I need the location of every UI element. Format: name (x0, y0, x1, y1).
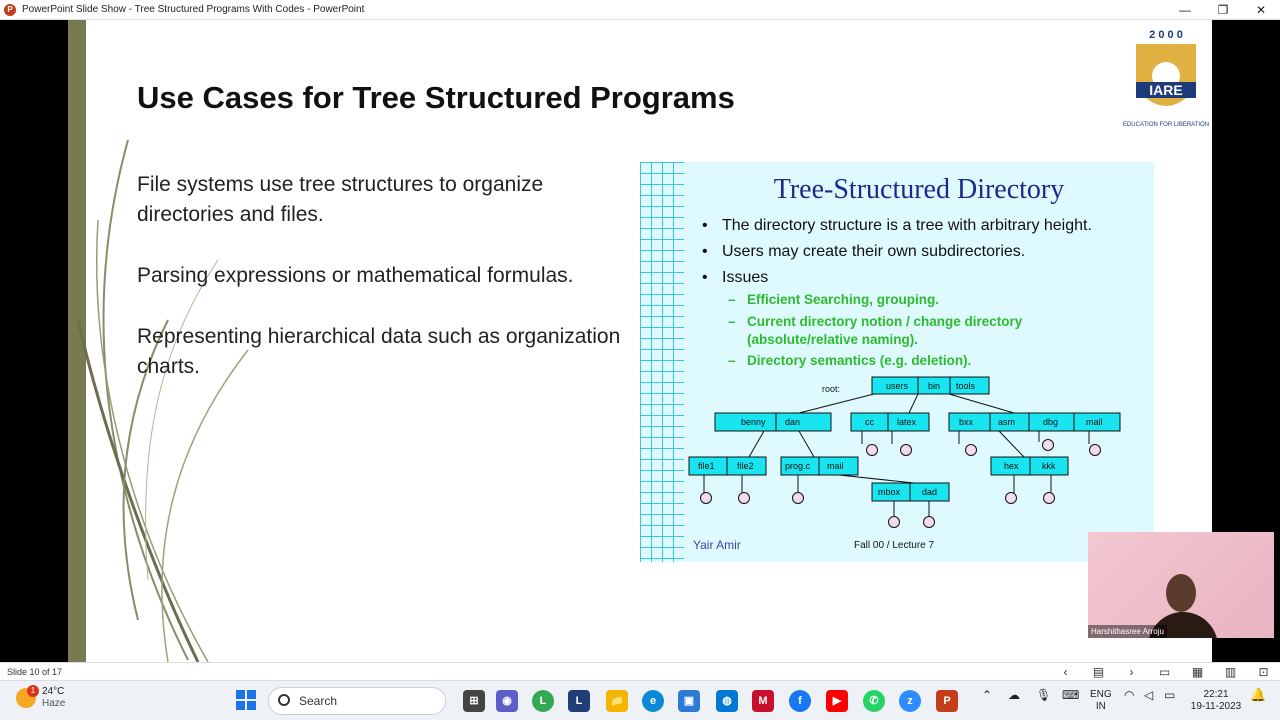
youtube-icon[interactable]: ▶ (826, 690, 848, 712)
powerpoint-icon: P (4, 4, 16, 16)
svg-text:dad: dad (922, 487, 938, 497)
logo-motto: EDUCATION FOR LIBERATION (1122, 122, 1210, 128)
bullet-hierarchical: Representing hierarchical data such as organization charts. (137, 325, 621, 378)
bullet-file-systems: File systems use tree structures to organize directories and files. (137, 173, 544, 226)
directory-tree-diagram (684, 372, 1154, 532)
embedded-bullet: • Issues (702, 269, 769, 286)
logo-year: 2 0 0 0 (1149, 29, 1183, 41)
search-label: Search (299, 694, 338, 708)
taskbar-search[interactable] (268, 687, 446, 715)
store-icon[interactable]: ▣ (678, 690, 700, 712)
clock[interactable] (1188, 689, 1244, 713)
next-slide-icon[interactable]: › (1129, 664, 1134, 679)
teams-chat-icon[interactable]: ◉ (496, 690, 518, 712)
tree-node-benny (689, 457, 766, 475)
start-button[interactable] (236, 690, 256, 710)
normal-view-icon[interactable]: ▭ (1158, 664, 1171, 679)
edge-icon[interactable]: e (642, 690, 664, 712)
file-explorer-icon[interactable]: 📁 (606, 690, 628, 712)
embedded-bullet: • Users may create their own subdirectories. (702, 243, 1026, 260)
powerpoint-taskbar-icon[interactable]: P (936, 690, 958, 712)
slide-sorter-icon[interactable]: ▦ (1191, 664, 1204, 679)
chrome-icon[interactable]: L (532, 690, 554, 712)
slide[interactable] (68, 20, 1212, 662)
tray-mic-icon[interactable]: 🎙 (1036, 688, 1052, 702)
clock-date: 19-11-2023 (1190, 701, 1242, 712)
svg-text:mail: mail (1086, 417, 1103, 427)
svg-text:cc: cc (865, 417, 874, 427)
previous-slide-icon[interactable]: ‹ (1063, 664, 1068, 679)
tree-node-root (872, 377, 989, 394)
weather-widget[interactable] (16, 686, 65, 710)
embedded-sub-bullet: – Directory semantics (e.g. deletion). (728, 353, 972, 368)
volume-icon[interactable]: ◁ (1144, 688, 1154, 702)
slideshow-status-bar (0, 662, 1280, 680)
task-view-icon[interactable]: ⊞ (463, 690, 485, 712)
svg-text:asm: asm (998, 417, 1016, 427)
svg-text:dan: dan (785, 417, 801, 427)
weather-desc: Haze (42, 698, 66, 709)
tree-node-bin (851, 413, 929, 431)
svg-text:benny: benny (741, 417, 766, 427)
weather-alert-badge: 1 (27, 685, 39, 697)
window-title-bar (0, 0, 1280, 20)
svg-text:bin: bin (928, 381, 941, 391)
svg-text:users: users (886, 381, 909, 391)
minimize-button[interactable]: — (1179, 2, 1191, 17)
svg-text:mail: mail (827, 461, 844, 471)
participant-name: Harshithasree Arroju (1088, 625, 1167, 638)
svg-text:bxx: bxx (959, 417, 974, 427)
logo-name: IARE (1149, 82, 1183, 98)
embedded-sub-bullet: – Current directory notion / change directory (728, 314, 1023, 329)
embedded-sub-bullet: – Efficient Searching, grouping. (728, 292, 940, 307)
facebook-icon[interactable]: f (789, 690, 811, 712)
slide-bullets (137, 170, 627, 413)
slide-show-stage (0, 20, 1280, 662)
weather-temp: 24°C (42, 686, 65, 697)
svg-text:latex: latex (897, 417, 917, 427)
tree-node-tools (949, 413, 1120, 431)
iare-logo (1118, 26, 1212, 136)
windows-taskbar (0, 680, 1280, 720)
tree-node-users (715, 413, 831, 431)
tree-node-asm (991, 457, 1068, 475)
embedded-sub-bullet-cont: (absolute/relative naming). (747, 332, 919, 347)
svg-text:file2: file2 (737, 461, 754, 471)
window-title: PowerPoint Slide Show - Tree Structured Programs With Codes - PowerPoint (22, 4, 365, 15)
svg-text:dbg: dbg (1043, 417, 1059, 427)
wifi-icon[interactable]: ◠ (1124, 688, 1135, 702)
tree-root-label: root: (822, 384, 841, 394)
svg-text:file1: file1 (698, 461, 715, 471)
outlook-icon[interactable]: ◍ (716, 690, 738, 712)
slide-counter: Slide 10 of 17 (7, 666, 63, 677)
slide-title: Use Cases for Tree Structured Programs (137, 80, 735, 115)
weather-icon (16, 688, 36, 708)
mcafee-icon[interactable]: M (752, 690, 774, 712)
app-l-icon[interactable]: L (568, 690, 590, 712)
svg-text:kkk: kkk (1042, 461, 1056, 471)
embedded-grid-decor (640, 162, 684, 562)
see-all-slides-icon[interactable]: ▤ (1092, 664, 1105, 679)
search-icon (278, 694, 290, 706)
embedded-slide (640, 162, 1154, 562)
close-button[interactable]: ✕ (1255, 2, 1267, 17)
embedded-author: Yair Amir (693, 538, 741, 552)
tray-onedrive-icon[interactable]: ☁ (1008, 688, 1020, 702)
svg-text:prog.c: prog.c (785, 461, 811, 471)
zoom-icon[interactable]: z (899, 690, 921, 712)
embedded-course: Fall 00 / Lecture 7 (854, 540, 935, 551)
presenter-view-icon[interactable]: ⊡ (1258, 664, 1269, 679)
language-indicator[interactable]: ENG IN (1090, 689, 1112, 712)
svg-text:mbox: mbox (878, 487, 901, 497)
clock-time: 22:21 (1203, 689, 1229, 700)
presenter-head (1166, 574, 1196, 612)
battery-icon[interactable]: ▭ (1164, 688, 1176, 702)
tree-node-dan (781, 457, 858, 475)
restore-button[interactable]: ❐ (1217, 2, 1229, 17)
bullet-parsing: Parsing expressions or mathematical formulas. (137, 264, 574, 287)
tray-chevron-icon[interactable]: ⌃ (982, 688, 993, 702)
reading-view-icon[interactable]: ▥ (1224, 664, 1237, 679)
embedded-slide-title: Tree-Structured Directory (773, 174, 1065, 205)
webcam-overlay[interactable] (1088, 532, 1274, 638)
notifications-icon[interactable]: 🔔 (1250, 687, 1267, 702)
tray-keyboard-icon[interactable]: ⌨ (1062, 688, 1080, 702)
whatsapp-icon[interactable]: ✆ (863, 690, 885, 712)
svg-text:tools: tools (956, 381, 976, 391)
tree-node-mail (872, 483, 949, 501)
embedded-bullet: • The directory structure is a tree with arbitrary height. (702, 217, 1092, 234)
svg-text:hex: hex (1004, 461, 1019, 471)
